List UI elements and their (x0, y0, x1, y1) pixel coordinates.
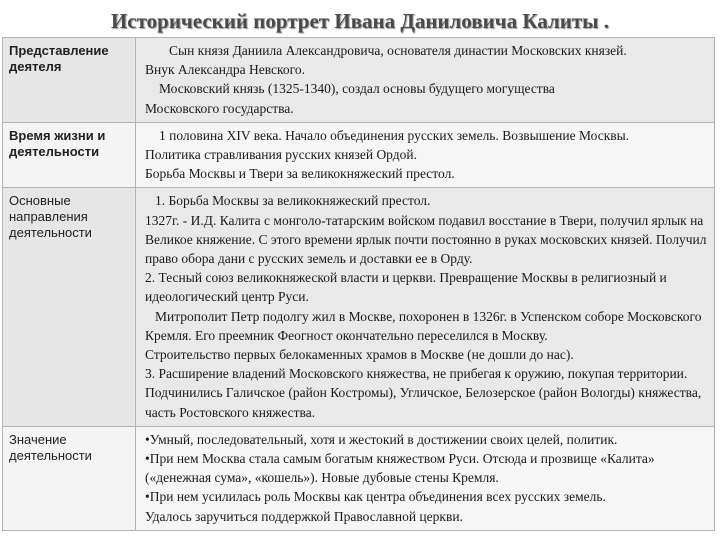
text-line: •При нем усилилась роль Москвы как центра объединения всех русских земель. (145, 489, 606, 505)
table-row (3, 38, 715, 123)
text-line: 2. Тесный союз великокняжеской власти и церкви. Превращение Москвы в религиозный и идеологический центр Руси. (145, 270, 667, 305)
text-line: 1327г. - И.Д. Калита с монголо-татарским войском подавил восстание в Твери, получил ярлык на Великое княжение. С этого времени ярлык почти постоянно в руках московских князей. Получил право обора дани с русских земель и доставки ее в Орду. (145, 212, 707, 267)
row-content (136, 188, 715, 426)
row-content (136, 426, 715, 530)
text-line: Политика стравливания русских князей Ордой. (145, 147, 417, 163)
row-label: Представление деятеля (3, 38, 136, 123)
text-line: Удалось заручиться поддержкой Православной церкви. (145, 508, 463, 524)
text-line: Митрополит Петр подолгу жил в Москве, похоронен в 1326г. в Успенском соборе Московского Кремля. Его преемник Феогност окончательно переселился в Москву. (145, 308, 702, 343)
table-row (3, 188, 715, 426)
text-line: 1. Борьба Москвы за великокняжеский престол. (155, 193, 431, 209)
text-line: Внук Александра Невского. (145, 62, 305, 78)
portrait-table (2, 37, 715, 531)
row-label: Время жизни и деятельности (3, 122, 136, 188)
text-line: 1 половина XIV века. Начало объединения русских земель. Возвышение Москвы. (159, 127, 630, 143)
text-line: Московский князь (1325-1340), создал основы будущего могущества (159, 81, 555, 97)
text-line: 3. Расширение владений Московского княжества, не прибегая к оружию, покупая территории. Подчинились Галичское (район Костромы), Угличское, Белозерское (район Вологды) княжества, часть Ростовского княжества. (145, 366, 702, 420)
row-content (136, 122, 715, 188)
table-row (3, 426, 715, 530)
text-line: •Умный, последовательный, хотя и жестокий в достижении своих целей, политик. (145, 431, 618, 447)
text-line: Борьба Москвы и Твери за великокняжеский престол. (145, 166, 455, 182)
row-label: Значение деятельности (3, 426, 136, 530)
page-title: Исторический портрет Ивана Даниловича Калиты . (110, 9, 610, 33)
text-line: Строительство первых белокаменных храмов в Москве (не дошли до нас). (145, 347, 574, 363)
text-line: Сын князя Даниила Александровича, основателя династии Московских князей. (169, 43, 627, 58)
row-label: Основные направления деятельности (3, 188, 136, 426)
text-line: Московского государства. (145, 100, 294, 116)
table-row (3, 122, 715, 188)
text-line: •При нем Москва стала самым богатым княжеством Руси. Отсюда и прозвище «Калита» («денежная сума», «кошель»). Новые дубовые стены Кремля. (145, 451, 655, 486)
row-content (136, 38, 715, 123)
